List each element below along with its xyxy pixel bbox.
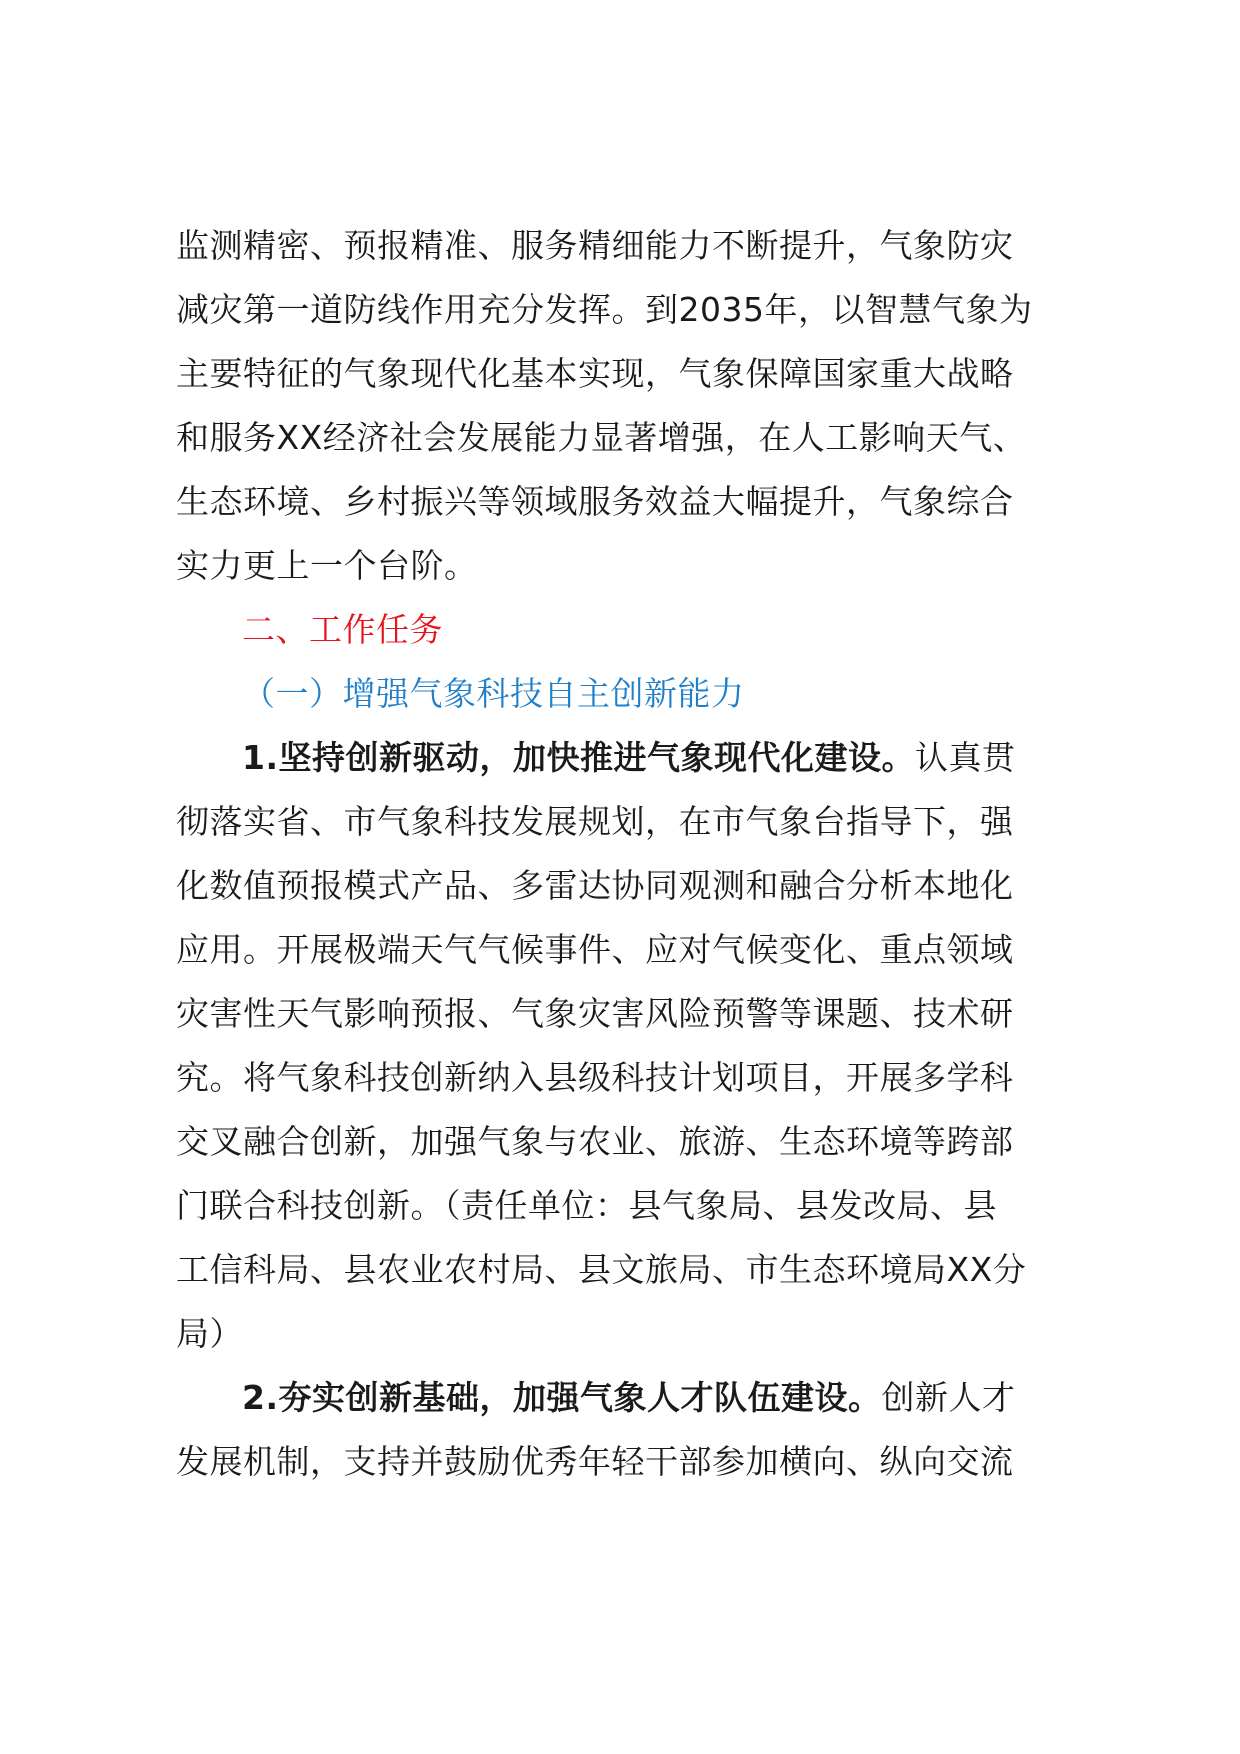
item-1-paragraph bbox=[176, 726, 1106, 1366]
subsection-heading: （一）增强气象科技自主创新能力 bbox=[242, 674, 745, 713]
item-1-line: 应用。开展极端天气气候事件、应对气候变化、重点领域 bbox=[176, 930, 1014, 969]
item-1-line: 局） bbox=[176, 1314, 243, 1353]
item-1-first-line bbox=[176, 726, 1106, 790]
item-1-first-line-text: 认真贯 bbox=[915, 738, 1016, 777]
intro-line: 主要特征的气象现代化基本实现，气象保障国家重大战略 bbox=[176, 354, 1014, 393]
intro-line: 监测精密、预报精准、服务精细能力不断提升，气象防灾 bbox=[176, 226, 1014, 265]
item-1-line: 究。将气象科技创新纳入县级科技计划项目，开展多学科 bbox=[176, 1058, 1014, 1097]
item-1-line: 门联合科技创新。（责任单位：县气象局、县发改局、县 bbox=[176, 1186, 997, 1225]
section-heading: 二、工作任务 bbox=[242, 610, 443, 649]
item-1-line: 化数值预报模式产品、多雷达协同观测和融合分析本地化 bbox=[176, 866, 1014, 905]
item-1-line: 彻落实省、市气象科技发展规划，在市气象台指导下，强 bbox=[176, 802, 1014, 841]
intro-line: 和服务XX经济社会发展能力显著增强，在人工影响天气、 bbox=[176, 418, 1027, 457]
intro-line: 生态环境、乡村振兴等领域服务效益大幅提升，气象综合 bbox=[176, 482, 1014, 521]
item-2-first-line-text: 创新人才 bbox=[881, 1378, 1016, 1417]
intro-paragraph bbox=[176, 214, 1106, 598]
item-2-paragraph bbox=[176, 1366, 1106, 1494]
intro-line: 减灾第一道防线作用充分发挥。到2035年，以智慧气象为 bbox=[176, 290, 1033, 329]
item-1-line: 灾害性天气影响预报、气象灾害风险预警等课题、技术研 bbox=[176, 994, 1014, 1033]
item-1-title: 1.坚持创新驱动，加快推进气象现代化建设。 bbox=[242, 738, 915, 777]
item-2-line: 发展机制，支持并鼓励优秀年轻干部参加横向、纵向交流 bbox=[176, 1442, 1014, 1481]
item-2-title: 2.夯实创新基础，加强气象人才队伍建设。 bbox=[242, 1378, 882, 1417]
intro-line: 实力更上一个台阶。 bbox=[176, 546, 478, 585]
item-2-first-line bbox=[176, 1366, 1106, 1430]
item-1-line: 工信科局、县农业农村局、县文旅局、市生态环境局XX分 bbox=[176, 1250, 1027, 1289]
document-page bbox=[176, 214, 1106, 1494]
item-1-line: 交叉融合创新，加强气象与农业、旅游、生态环境等跨部 bbox=[176, 1122, 1014, 1161]
